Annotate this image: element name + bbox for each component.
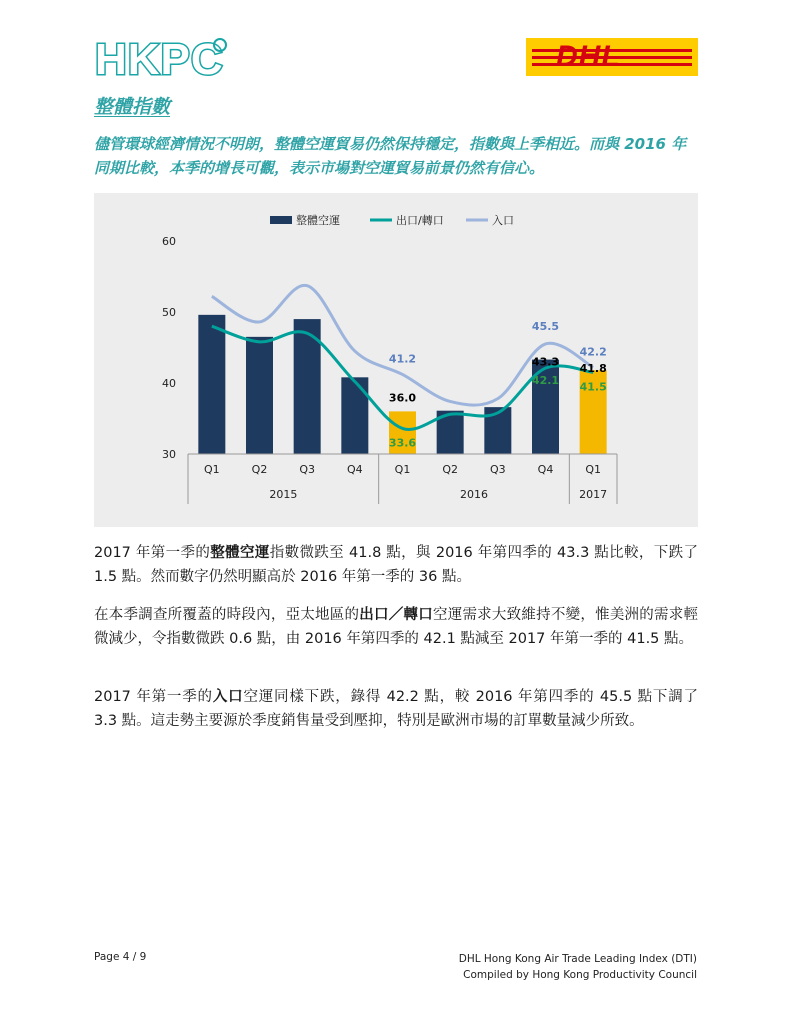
footer-line-2: Compiled by Hong Kong Productivity Council (463, 969, 697, 981)
x-tick-label: Q4 (346, 463, 363, 476)
text-run: 在本季調查所覆蓋的時段內，亞太地區的 (94, 607, 360, 623)
section-heading: 整體指數 (94, 96, 171, 118)
legend-swatch (270, 216, 292, 224)
dhl-logo-text: DHL (556, 40, 621, 73)
legend-label: 出口/轉口 (396, 214, 444, 227)
bar (246, 337, 273, 454)
hkpc-logo-mark-icon (213, 38, 227, 52)
year-label: 2016 (460, 488, 488, 501)
legend-label: 入口 (492, 214, 514, 227)
year-label: 2015 (269, 488, 298, 501)
data-label: 33.6 (388, 436, 417, 450)
page-number: Page 4 / 9 (94, 951, 147, 963)
legend-label: 整體空運 (296, 214, 340, 227)
bar (341, 377, 368, 454)
dhl-logo (526, 38, 698, 76)
hkpc-logo (95, 35, 224, 84)
x-tick-label: Q1 (585, 463, 602, 476)
x-tick-label: Q1 (203, 463, 220, 476)
bold-term: 整體空運 (210, 545, 270, 561)
y-tick-label: 60 (162, 235, 176, 248)
data-label: 41.5 (579, 380, 607, 394)
year-label: 2017 (579, 488, 608, 501)
data-label: 36.0 (388, 391, 417, 405)
data-label: 43.3 (531, 355, 560, 369)
chart-svg (94, 193, 698, 527)
y-tick-label: 30 (162, 448, 176, 461)
paragraph-import (94, 685, 698, 733)
chart-panel (94, 193, 698, 527)
bar (198, 315, 225, 454)
text-run: 2017 年第一季的 (94, 545, 211, 561)
footer-credits (459, 951, 697, 983)
x-tick-label: Q3 (489, 463, 506, 476)
x-tick-label: Q4 (537, 463, 554, 476)
bold-term: 出口／轉口 (359, 607, 433, 623)
data-label: 42.2 (579, 345, 607, 359)
x-tick-label: Q1 (394, 463, 411, 476)
footer-line-1: DHL Hong Kong Air Trade Leading Index (DTI) (458, 953, 697, 965)
bold-term: 入口 (212, 689, 244, 705)
text-run: 2017 年第一季的 (94, 689, 213, 705)
x-tick-label: Q2 (442, 463, 459, 476)
text-run: 空運需求大致維持不變，惟美洲的需求輕微減少，令指數微跌 0.6 點，由 2016 年第四季的 42.1 點減至 2017 年第一季的 41.5 點。 (94, 607, 699, 647)
data-label: 41.8 (579, 362, 607, 376)
x-tick-label: Q2 (251, 463, 268, 476)
x-tick-label: Q3 (299, 463, 316, 476)
data-label: 45.5 (531, 319, 560, 333)
data-label: 41.2 (388, 352, 417, 366)
section-intro: 儘管環球經濟情況不明朗，整體空運貿易仍然保持穩定，指數與上季相近。而與 2016 年同期比較，本季的增長可觀，表示市場對空運貿易前景仍然有信心。 (94, 135, 687, 177)
text-run: 指數微跌至 41.8 點，與 2016 年第四季的 43.3 點比較，下跌了 1.5 點。然而數字仍然明顯高於 2016 年第一季的 36 點。 (94, 545, 699, 585)
paragraph-overall (94, 541, 698, 589)
y-tick-label: 50 (162, 306, 176, 319)
hkpc-logo-text: HKPC (95, 35, 224, 84)
paragraph-export (94, 603, 698, 651)
y-tick-label: 40 (162, 377, 176, 390)
text-run: 空運同樣下跌，錄得 42.2 點，較 2016 年第四季的 45.5 點下調了 3.3 點。這走勢主要源於季度銷售量受到壓抑，特別是歐洲市場的訂單數量減少所致。 (94, 689, 698, 729)
data-label: 42.1 (531, 374, 560, 388)
